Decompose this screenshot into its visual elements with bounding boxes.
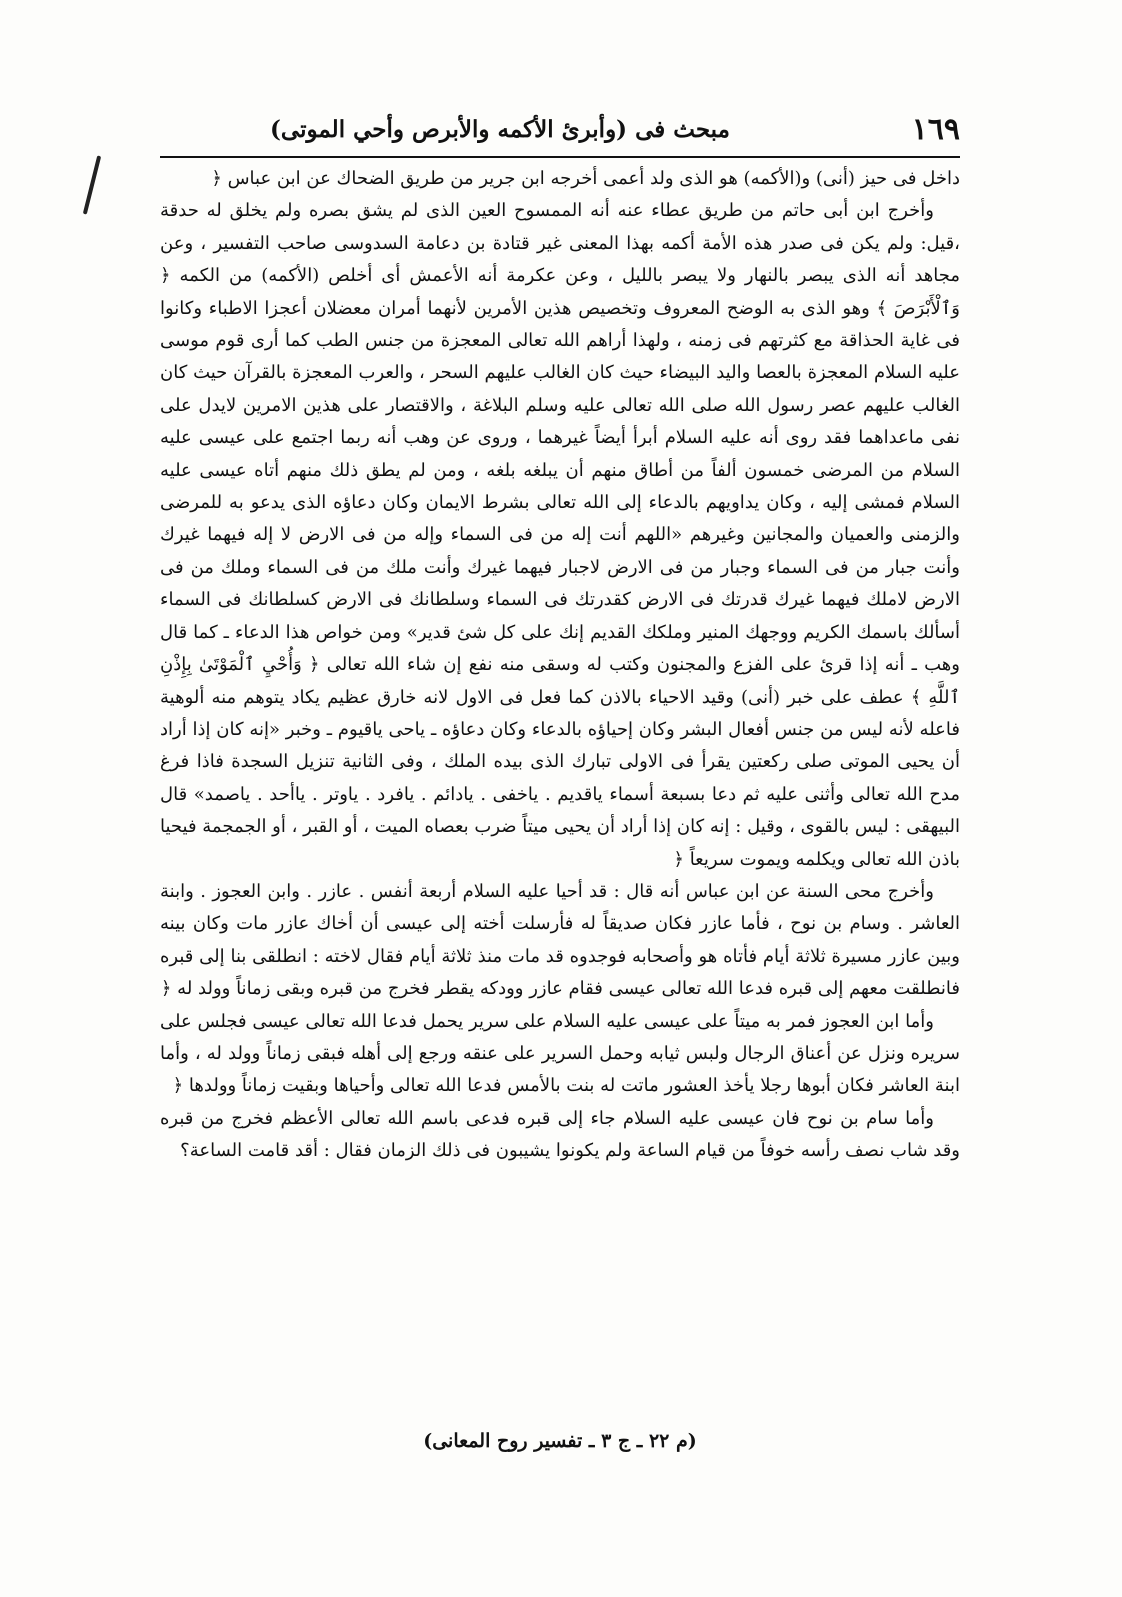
paragraph-1: داخل فى حيز (أنى) و(الأكمه) هو الذى ولد أعمى أخرجه ابن جرير من طريق الضحاك عن ابن عباس ﴿	[211, 168, 960, 189]
body-text	[160, 163, 960, 1168]
header-divider	[160, 156, 960, 158]
running-head: مبحث فى (وأبرئ الأكمه والأبرص وأحي الموتى)	[270, 116, 730, 143]
margin-pen-mark	[83, 155, 101, 214]
paragraph-3: وأخرج محى السنة عن ابن عباس أنه قال : قد أحيا عليه السلام أربعة أنفس . عازر . وابن العجوز . وابنة العاشر . وسام بن نوح ، فأما عازر فكان صديقاً له فأرسلت أخته إلى عيسى أن أخاك عازر مات وكان بينه وبين عازر مسيرة ثلاثة أيام فأتاه هو وأصحابه فوجدوه قد مات منذ ثلاثة أيام فقال لاخته : انطلقى بنا إلى قبره فانطلقت معهم إلى قبره فدعا الله تعالى عيسى فقام عازر وودكه يقطر فخرج من قبره وبقى زماناً وولد له ﴿	[160, 880, 960, 1000]
page-header	[160, 112, 960, 160]
page-number: ١٦٩	[911, 112, 960, 147]
paragraph-2: وأخرج ابن أبى حاتم من طريق عطاء عنه أنه الممسوح العين الذى لم يشق بصره ولم يخلق له حدقة ،قيل: ولم يكن فى صدر هذه الأمة أكمه بهذا المعنى غير قتادة بن دعامة السدوسى صاحب التفسير ، وعن مجاهد أنه الذى يبصر بالنهار ولا يبصر بالليل ، وعن عكرمة أنه الأعمش أى أخلص (الأكمه) من الكمه ﴿ وَٱلْأَبْرَصَ ﴾ وهو الذى به الوضح المعروف وتخصيص هذين الأمرين لأنهما أمران معضلان أعجزا الاطباء وكانوا فى غاية الحذاقة مع كثرتهم فى زمنه ، ولهذا أراهم الله تعالى المعجزة من جنس الطب كما أرى قوم موسى عليه السلام المعجزة بالعصا واليد البيضاء حيث كان الغالب عليهم السحر ، والعرب المعجزة بالقرآن حيث كان الغالب عليهم عصر رسول الله صلى الله تعالى عليه وسلم البلاغة ، والاقتصار على هذين الامرين لايدل على نفى ماعداهما فقد روى أنه عليه السلام أبرأ أيضاً غيرهما ، وروى عن وهب أنه ربما اجتمع على عيسى عليه السلام من المرضى خمسون ألفاً من أطاق منهم أن يبلغه بلغه ، ومن لم يطق ذلك منهم أتاه عيسى عليه السلام فمشى إليه ، وكان يداويهم بالدعاء إلى الله تعالى بشرط الايمان وكان دعاؤه الذى يدعو به للمرضى والزمنى والعميان والمجانين وغيرهم «اللهم أنت إله من فى السماء وإله من فى الارض لا إله فيهما غيرك وأنت جبار من فى السماء وجبار من فى الارض لاجبار فيهما غيرك وأنت ملك من فى السماء وملك من فى الارض لاملك فيهما غيرك قدرتك فى الارض كقدرتك فى السماء وسلطانك فى الارض كسلطانك فى السماء أسألك باسمك الكريم ووجهك المنير وملكك القديم إنك على كل شئ قدير» ومن خواص هذا الدعاء ـ كما قال وهب ـ أنه إذا قرئ على الفزع والمجنون وكتب له وسقى منه نفع إن شاء الله تعالى ﴿ وَأُحْيِ ٱلْمَوْتَىٰ بِإِذْنِ ٱللَّهِ ﴾ عطف على خبر (أنى) وقيد الاحياء بالاذن كما فعل فى الاول لانه خارق عظيم يكاد يتوهم منه ألوهية فاعله لأنه ليس من جنس أفعال البشر وكان إحياؤه بالدعاء وكان دعاؤه ـ ياحى ياقيوم ـ وخبر «إنه كان إذا أراد أن يحيى الموتى صلى ركعتين يقرأ فى الاولى تبارك الذى بيده الملك ، وفى الثانية تنزيل السجدة فاذا فرغ مدح الله تعالى وأثنى عليه ثم دعا بسبعة أسماء ياقديم . ياخفى . يادائم . يافرد . ياوتر . ياأحد . ياصمد» قال البيهقى : ليس بالقوى ، وقيل : إنه كان إذا أراد أن يحيى ميتاً ضرب بعصاه الميت ، أو القبر ، أو الجمجمة فيحيا باذن الله تعالى ويكلمه ويموت سريعاً ﴿	[159, 200, 961, 870]
paragraph-4: وأما ابن العجوز فمر به ميتاً على عيسى عليه السلام على سرير يحمل فدعا الله تعالى عيسى فجلس على سريره ونزل عن أعناق الرجال ولبس ثيابه وحمل السرير على عنقه ورجع إلى أهله فبقى زماناً وولد له ، وأما ابنة العاشر فكان أبوها رجلا يأخذ العشور ماتت له بنت بالأمس فدعا الله تعالى وأحياها وبقيت زماناً وولدها ﴿	[160, 1010, 960, 1097]
paragraph-5: وأما سام بن نوح فان عيسى عليه السلام جاء إلى قبره فدعى باسم الله تعالى الأعظم فخرج من قبره وقد شاب نصف رأسه خوفاً من قيام الساعة ولم يكونوا يشيبون فى ذلك الزمان فقال : أقد قامت الساعة؟	[160, 1107, 960, 1162]
page-footer-signature: (م ٢٢ ـ ج ٣ ـ تفسير روح المعانى)	[423, 1430, 697, 1452]
